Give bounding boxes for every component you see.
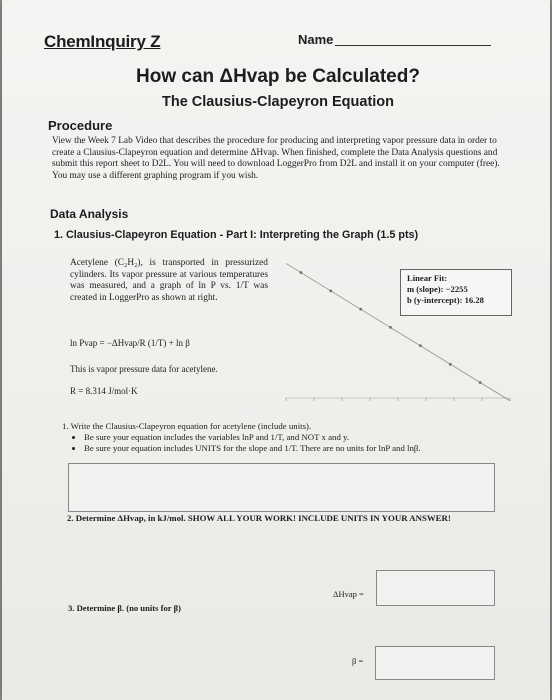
data-point xyxy=(300,271,303,274)
question-1-text: 1. Write the Clausius-Clapeyron equation for acetylene (include units). xyxy=(62,421,312,431)
name-label: Name xyxy=(298,32,334,47)
answer-box-equation[interactable] xyxy=(68,463,495,512)
data-point xyxy=(449,363,452,366)
beta-label: β = xyxy=(352,656,364,666)
data-point xyxy=(389,326,392,329)
answer-box-delta-h[interactable] xyxy=(376,570,495,606)
linear-fit-heading: Linear Fit: xyxy=(407,273,448,283)
question-1-title: 1. Clausius-Clapeyron Equation - Part I: Interpreting the Graph (1.5 pts) xyxy=(54,229,419,241)
intro-paragraph: Acetylene (C₂H₂), is transported in pressurized cylinders. Its vapor pressure at various temperatures was measured, and a graph of ln P vs. 1/T was created in LoggerPro as shown at right. xyxy=(70,258,268,304)
linear-fit-intercept: b (y-intercept): 16.28 xyxy=(407,295,484,305)
data-analysis-heading: Data Analysis xyxy=(50,207,129,221)
linear-fit-box xyxy=(400,269,512,316)
name-line xyxy=(335,45,491,46)
data-note: This is vapor pressure data for acetylene. xyxy=(70,364,218,374)
worksheet-page xyxy=(2,0,550,700)
bullet-item: • Be sure your equation includes the variables lnP and 1/T, and NOT x and y. xyxy=(84,432,502,443)
data-point xyxy=(359,308,362,311)
bullet-item: • Be sure your equation includes UNITS for the slope and 1/T. There are no units for lnP and lnβ. xyxy=(84,443,502,454)
gas-constant: R = 8.314 J/mol·K xyxy=(70,386,138,396)
procedure-heading: Procedure xyxy=(48,118,113,133)
data-point xyxy=(479,381,482,384)
data-point xyxy=(329,289,332,292)
page-title: How can ΔHvap be Calculated? xyxy=(136,66,420,87)
question-2-text: 2. Determine ΔHvap, in kJ/mol. SHOW ALL YOUR WORK! INCLUDE UNITS IN YOUR ANSWER! xyxy=(67,513,451,523)
question-1-bullets xyxy=(62,432,502,454)
clausius-clapeyron-formula: ln Pvap = −ΔHvap/R (1/T) + ln β xyxy=(70,338,190,348)
question-1 xyxy=(62,421,502,455)
linear-fit-slope: m (slope): −2255 xyxy=(407,284,468,294)
delta-h-label: ΔHvap = xyxy=(333,589,364,599)
brand-title: ChemInquiry Z xyxy=(44,32,161,51)
procedure-text: View the Week 7 Lab Video that describes the procedure for producing and interpreting vapor pressure data in order to create a Clausius-Clapeyron equation and determine ΔHvap. When finished, complete the Data Analysis questions and submit this report sheet to D2L. You will need to download LoggerPro from D2L and install it on your computer (free). You may use a different graphing program if you wish. xyxy=(52,136,500,182)
answer-box-beta[interactable] xyxy=(375,646,495,680)
data-point xyxy=(419,344,422,347)
question-3-text: 3. Determine β. (no units for β) xyxy=(68,603,181,613)
page-subtitle: The Clausius-Clapeyron Equation xyxy=(161,94,395,110)
